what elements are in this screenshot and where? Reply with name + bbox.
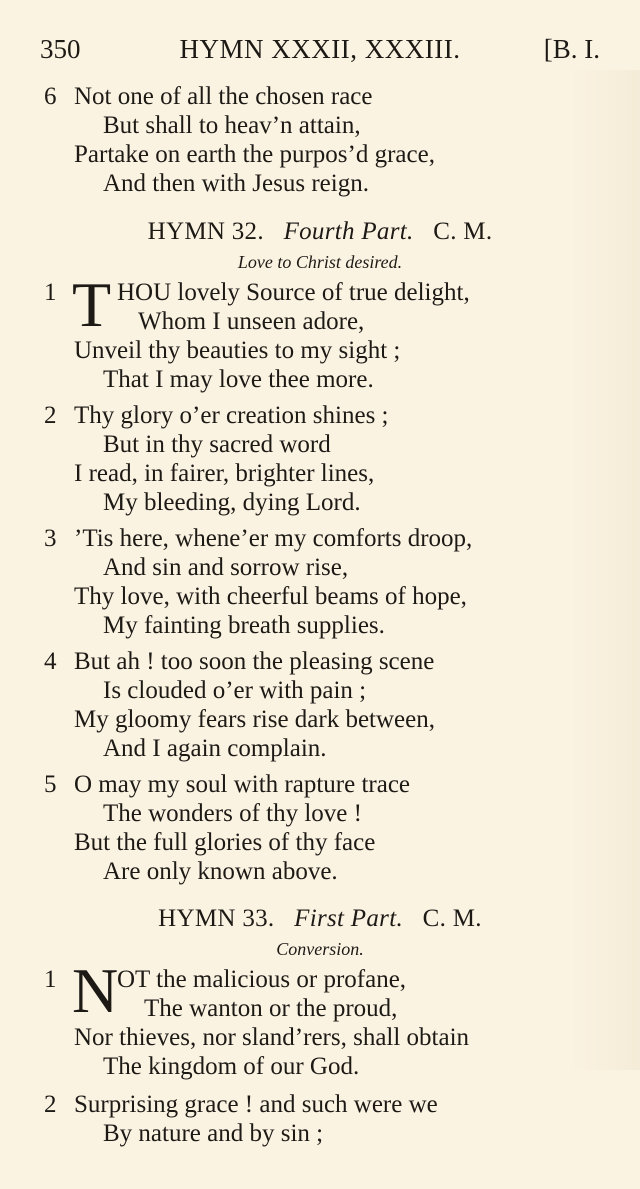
book-marker: [B. I.: [543, 34, 600, 64]
verse-line: And I again complain.: [103, 735, 327, 762]
hymn-number: HYMN 32.: [147, 218, 264, 245]
verse-line: I read, in fairer, brighter lines,: [74, 460, 375, 487]
hymn-32-subtitle: Love to Christ desired.: [237, 252, 403, 272]
stanza-number: 6: [44, 83, 57, 110]
stanza-number: 1: [44, 966, 57, 993]
verse-line: Not one of all the chosen race: [74, 83, 373, 110]
stanza-number: 1: [44, 279, 57, 306]
drop-cap: N: [72, 955, 119, 1026]
verse-line: Nor thieves, nor sland’rers, shall obtain: [74, 1024, 470, 1051]
hymn-32-title: [0, 217, 640, 247]
hymn-part: First Part.: [294, 905, 403, 932]
verse-line: Partake on earth the purpos’d grace,: [74, 141, 435, 168]
verse-line: Are only known above.: [103, 858, 338, 885]
hymn-meter: C. M.: [433, 218, 493, 245]
stanza-number: 2: [44, 1091, 57, 1118]
verse-line: That I may love thee more.: [103, 366, 374, 393]
verse-line: OT the malicious or profane,: [117, 966, 407, 993]
verse-line: But shall to heav’n attain,: [103, 112, 361, 139]
hymn-meter: C. M.: [422, 905, 482, 932]
verse-line: My fainting breath supplies.: [103, 612, 385, 639]
running-header: [40, 34, 600, 70]
header-title: HYMN XXXII, XXXIII.: [179, 34, 461, 64]
verse-line: But in thy sacred word: [103, 431, 331, 458]
stanza-number: 2: [44, 402, 57, 429]
verse-line: The wonders of thy love !: [103, 800, 362, 827]
verse-line: The kingdom of our God.: [103, 1053, 360, 1080]
verse-line: Unveil thy beauties to my sight ;: [74, 337, 401, 364]
verse-line: Surprising grace ! and such were we: [74, 1091, 438, 1118]
verse-line: ’Tis here, whene’er my comforts droop,: [74, 525, 473, 552]
verse-line: And sin and sorrow rise,: [103, 554, 349, 581]
verse-line: But ah ! too soon the pleasing scene: [74, 648, 435, 675]
verse-line: Thy love, with cheerful beams of hope,: [74, 583, 467, 610]
verse-line: And then with Jesus reign.: [103, 170, 369, 197]
stanza-number: 3: [44, 525, 57, 552]
verse-line: The wanton or the proud,: [144, 995, 398, 1022]
verse-line: O may my soul with rapture trace: [74, 771, 411, 798]
drop-cap: T: [72, 269, 112, 340]
hymn-part: Fourth Part.: [283, 218, 414, 245]
verse-line: My bleeding, dying Lord.: [103, 489, 361, 516]
verse-line: My gloomy fears rise dark between,: [74, 706, 435, 733]
stanza-number: 5: [44, 771, 57, 798]
verse-line: But the full glories of thy face: [74, 829, 376, 856]
verse-line: Whom I unseen adore,: [138, 308, 365, 335]
verse-line: Is clouded o’er with pain ;: [103, 677, 367, 704]
hymn-number: HYMN 33.: [158, 905, 275, 932]
verse-line: By nature and by sin ;: [103, 1120, 324, 1147]
page-number: 350: [40, 34, 81, 64]
hymn-33-subtitle: Conversion.: [276, 939, 364, 959]
hymn-33-title: [0, 904, 640, 934]
verse-line: HOU lovely Source of true delight,: [117, 279, 470, 306]
verse-line: Thy glory o’er creation shines ;: [74, 402, 389, 429]
stanza-number: 4: [44, 648, 57, 675]
